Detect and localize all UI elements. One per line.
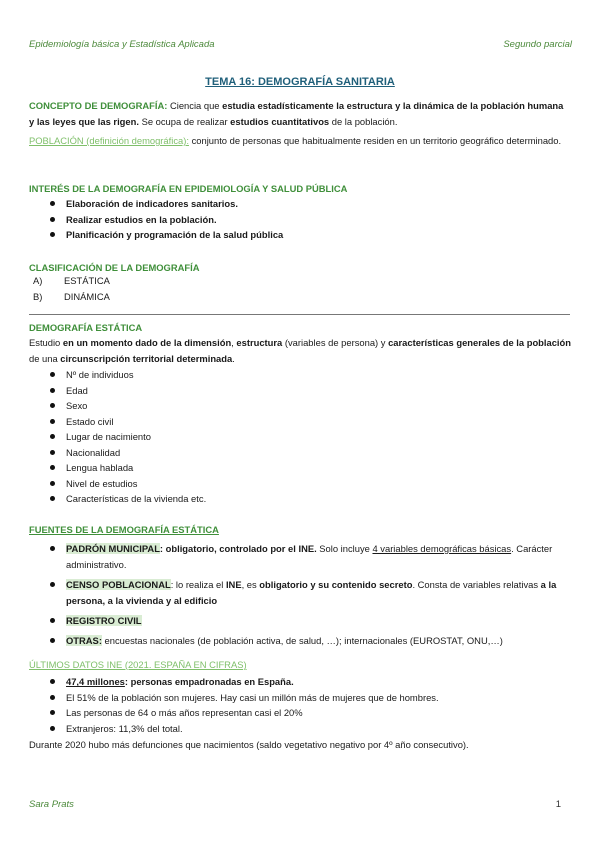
list-item: El 51% de la población son mujeres. Hay casi un millón más de mujeres que de hombres. bbox=[47, 690, 571, 706]
fuente-censo bbox=[47, 577, 571, 609]
censo-text-1: : lo realiza el bbox=[170, 579, 226, 590]
censo-bold-1: INE bbox=[225, 579, 242, 590]
item-text: ESTÁTICA bbox=[64, 275, 110, 286]
list-item: Lengua hablada bbox=[47, 460, 206, 476]
otras-text: encuestas nacionales (de población activa, de salud, …); internacionales (EUROSTAT, ONU,…) bbox=[101, 635, 503, 646]
list-item bbox=[47, 674, 571, 690]
estatica-bold-2: estructura bbox=[236, 337, 283, 348]
padron-text: Solo incluye bbox=[316, 543, 373, 554]
estatica-text-1: Estudio bbox=[29, 337, 63, 348]
item-text: DINÁMICA bbox=[64, 291, 110, 302]
list-item: Nacionalidad bbox=[47, 445, 206, 461]
page-title: TEMA 16: DEMOGRAFÍA SANITARIA bbox=[205, 76, 395, 88]
fuentes-list bbox=[47, 541, 571, 649]
ultimos-heading: ÚLTIMOS DATOS INE (2021. ESPAÑA EN CIFRAS) bbox=[29, 659, 247, 670]
padron-underlined: 4 variables demográficas básicas bbox=[372, 543, 512, 554]
list-item: Características de la vivienda etc. bbox=[47, 491, 206, 507]
censo-text-2: , es bbox=[241, 579, 260, 590]
list-item: Planificación y programación de la salud pública bbox=[47, 227, 283, 243]
item-letter: A) bbox=[33, 275, 43, 286]
header-subject: Epidemiología básica y Estadística Aplicada bbox=[29, 39, 215, 50]
concepto-paragraph bbox=[29, 98, 571, 130]
registro-label: REGISTRO CIVIL bbox=[66, 615, 142, 626]
footer-author: Sara Prats bbox=[29, 799, 74, 810]
list-item: Realizar estudios en la población. bbox=[47, 212, 283, 228]
censo-label: CENSO POBLACIONAL bbox=[66, 579, 171, 590]
concepto-text-3: de la población. bbox=[329, 116, 398, 127]
padron-bold: : obligatorio, controlado por el INE. bbox=[159, 543, 317, 554]
poblacion-label: POBLACIÓN (definición demográfica): bbox=[29, 135, 189, 146]
censo-bold-3: a la persona, a la vivienda y al edificio bbox=[66, 579, 557, 606]
fuente-otras bbox=[47, 633, 571, 649]
empadronados-value: 47,4 millones bbox=[66, 676, 125, 687]
section-divider bbox=[29, 314, 570, 315]
list-item: Nivel de estudios bbox=[47, 476, 206, 492]
estatica-bold-1: en un momento dado de la dimensión bbox=[62, 337, 232, 348]
list-item: Las personas de 64 o más años representan casi el 20% bbox=[47, 705, 571, 721]
empadronados-text: : personas empadronadas en España. bbox=[124, 676, 294, 687]
list-item: Edad bbox=[47, 383, 206, 399]
concepto-text-2: Se ocupa de realizar bbox=[138, 116, 231, 127]
concepto-bold-1: estudia estadísticamente la estructura y la dinámica de la población humana y las leyes que las rigen. bbox=[29, 100, 564, 127]
fuente-padron bbox=[47, 541, 571, 573]
interes-heading: INTERÉS DE LA DEMOGRAFÍA EN EPIDEMIOLOGÍA Y SALUD PÚBLICA bbox=[29, 183, 348, 194]
concepto-label: CONCEPTO DE DEMOGRAFÍA: bbox=[29, 100, 168, 111]
estatica-text-4: de una bbox=[29, 353, 61, 364]
list-item: Extranjeros: 11,3% del total. bbox=[47, 721, 571, 737]
clasificacion-item-a bbox=[33, 273, 110, 289]
estatica-bold-3: características generales de la población bbox=[388, 337, 571, 348]
concepto-bold-2: estudios cuantitativos bbox=[230, 116, 330, 127]
padron-text-2: . Carácter administrativo. bbox=[66, 543, 553, 570]
list-item: Elaboración de indicadores sanitarios. bbox=[47, 196, 283, 212]
estatica-bold-4: circunscripción territorial determinada bbox=[60, 353, 233, 364]
fuentes-heading: FUENTES DE LA DEMOGRAFÍA ESTÁTICA bbox=[29, 524, 219, 535]
estatica-text-5: . bbox=[232, 353, 235, 364]
padron-label: PADRÓN MUNICIPAL bbox=[66, 543, 160, 554]
header-term: Segundo parcial bbox=[503, 39, 572, 50]
fuente-registro bbox=[47, 613, 571, 629]
censo-text-3: . Consta de variables relativas bbox=[412, 579, 541, 590]
interes-list bbox=[47, 196, 283, 243]
estatica-heading: DEMOGRAFÍA ESTÁTICA bbox=[29, 322, 143, 333]
estatica-variables-list bbox=[47, 367, 206, 507]
estatica-text-2: , bbox=[231, 337, 237, 348]
poblacion-paragraph bbox=[29, 133, 571, 149]
item-letter: B) bbox=[33, 291, 43, 302]
otras-label: OTRAS: bbox=[66, 635, 102, 646]
page-number: 1 bbox=[555, 799, 561, 810]
clasificacion-item-b bbox=[33, 289, 110, 305]
estatica-paragraph bbox=[29, 335, 571, 367]
estatica-text-3: (variables de persona) y bbox=[282, 337, 389, 348]
list-item: Estado civil bbox=[47, 414, 206, 430]
ultimos-list bbox=[47, 674, 571, 736]
list-item: Nº de individuos bbox=[47, 367, 206, 383]
ultimos-closing: Durante 2020 hubo más defunciones que nacimientos (saldo vegetativo negativo por 4º año consecutivo). bbox=[29, 739, 469, 750]
list-item: Lugar de nacimiento bbox=[47, 429, 206, 445]
concepto-text-1: Ciencia que bbox=[167, 100, 223, 111]
censo-bold-2: obligatorio y su contenido secreto bbox=[259, 579, 413, 590]
poblacion-text: conjunto de personas que habitualmente residen en un territorio geográfico determinado. bbox=[188, 135, 562, 146]
list-item: Sexo bbox=[47, 398, 206, 414]
clasificacion-heading: CLASIFICACIÓN DE LA DEMOGRAFÍA bbox=[29, 262, 200, 273]
